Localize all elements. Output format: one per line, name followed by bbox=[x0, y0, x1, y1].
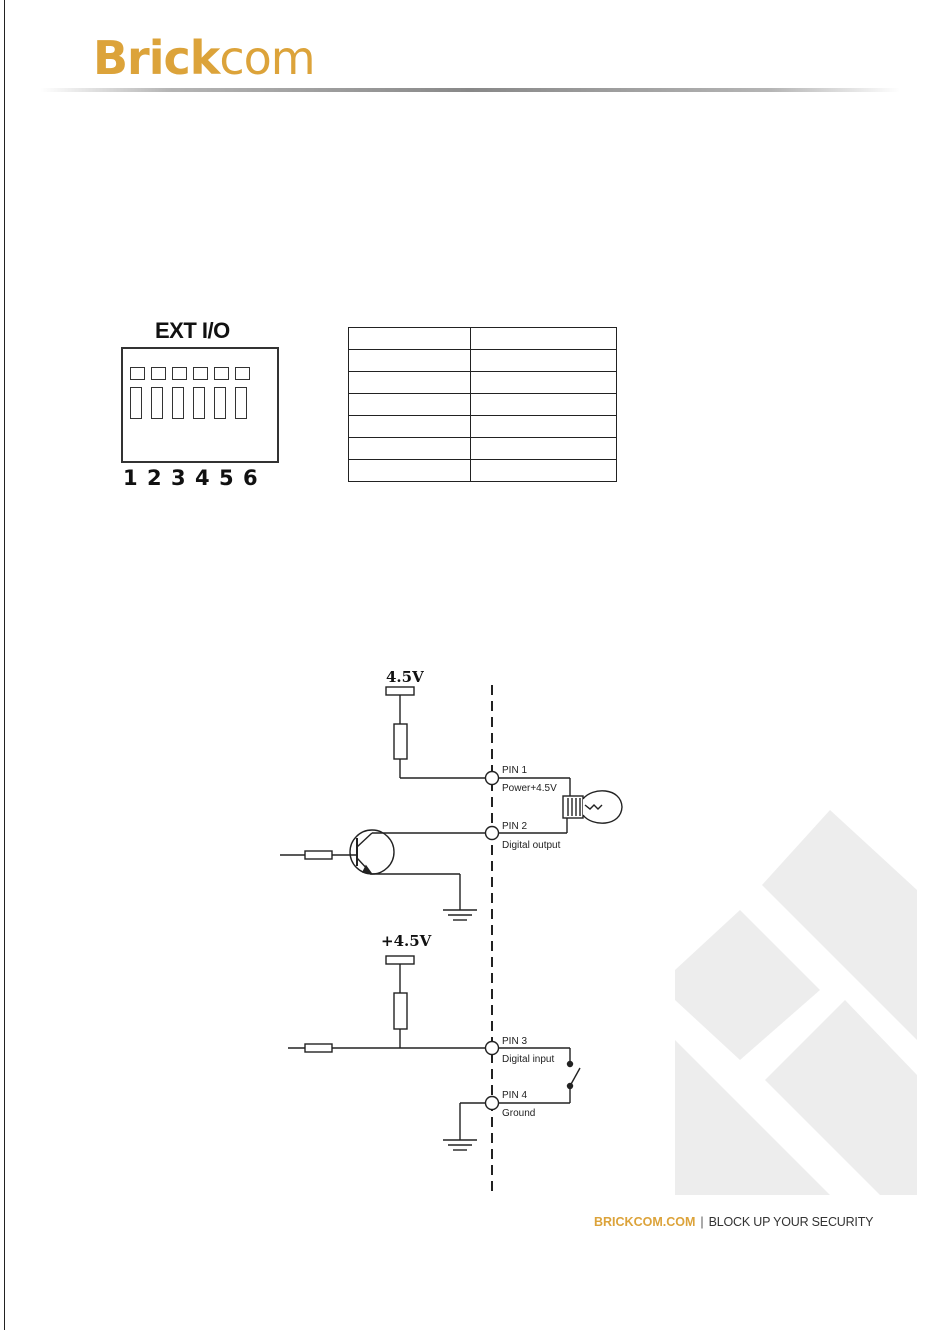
resistor bbox=[394, 993, 407, 1029]
lamp-icon bbox=[563, 791, 622, 823]
pin1-label: PIN 1 bbox=[502, 765, 528, 776]
supply-voltage-label: +4.5V bbox=[381, 932, 432, 950]
transistor-icon bbox=[350, 830, 394, 874]
resistor bbox=[305, 1044, 332, 1052]
pin-number: 3 bbox=[171, 466, 186, 490]
pin1-terminal bbox=[486, 772, 499, 785]
brickcom-logo: Brickcom bbox=[93, 31, 315, 85]
page-footer bbox=[594, 1215, 873, 1229]
ext-io-title: EXT I/O bbox=[155, 318, 230, 343]
pin-number: 2 bbox=[147, 466, 162, 490]
pin2-label: PIN 2 bbox=[502, 821, 528, 832]
pin1-description: Power+4.5V bbox=[502, 783, 557, 794]
pin-number: 1 bbox=[123, 466, 138, 490]
supply-terminal bbox=[386, 687, 414, 695]
pin-number: 5 bbox=[219, 466, 234, 490]
pin2-terminal bbox=[486, 827, 499, 840]
pin4-terminal bbox=[486, 1097, 499, 1110]
supply-voltage-label: 4.5V bbox=[386, 668, 424, 686]
resistor bbox=[394, 724, 407, 759]
footer-brand: BRICKCOM.COM bbox=[594, 1215, 696, 1229]
pin3-terminal bbox=[486, 1042, 499, 1055]
footer-tagline: BLOCK UP YOUR SECURITY bbox=[708, 1215, 874, 1229]
resistor bbox=[305, 851, 332, 859]
ground-icon bbox=[443, 910, 477, 920]
ground-icon bbox=[443, 1140, 477, 1150]
pin2-description: Digital output bbox=[502, 840, 561, 851]
pin4-label: PIN 4 bbox=[502, 1090, 528, 1101]
pin3-description: Digital input bbox=[502, 1054, 555, 1065]
switch-icon bbox=[568, 1062, 581, 1089]
pin3-label: PIN 3 bbox=[502, 1036, 528, 1047]
pin-number: 6 bbox=[243, 466, 258, 490]
pin4-description: Ground bbox=[502, 1108, 536, 1119]
supply-terminal bbox=[386, 956, 414, 964]
pin-number: 4 bbox=[195, 466, 210, 490]
footer-separator: | bbox=[700, 1215, 704, 1229]
